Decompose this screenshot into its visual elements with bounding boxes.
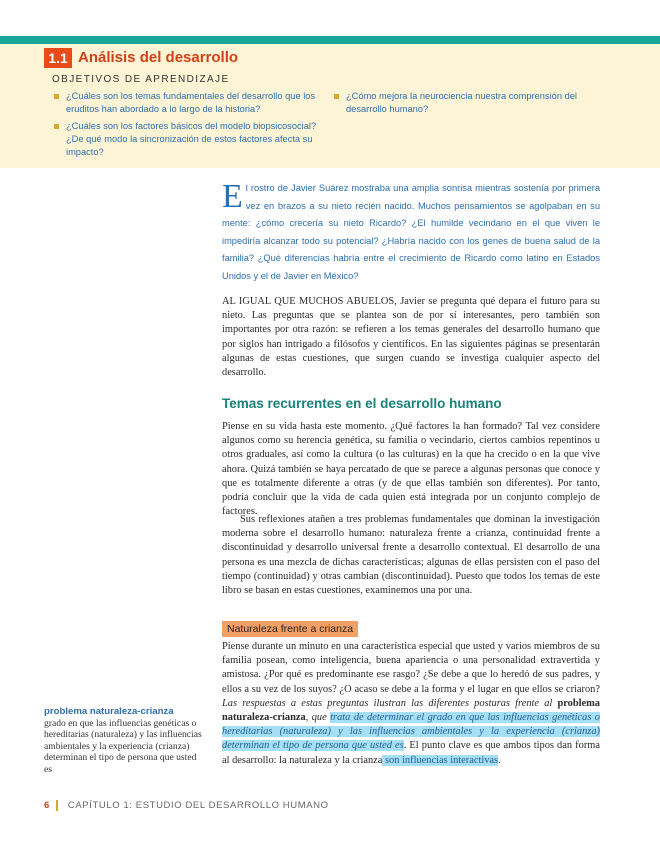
square-bullet-icon (334, 94, 339, 99)
objective-item: ¿Cuáles son los factores básicos del modelo biopsicosocial? ¿De qué modo la sincronización de estos factores afecta su impacto? (52, 120, 322, 159)
glossary-term: problema naturaleza-crianza (44, 706, 174, 717)
body-paragraph-3: Sus reflexiones atañen a tres problemas fundamentales que dominan la investigación moderna sobre el desarrollo humano: naturaleza frente a crianza, continuidad frente a discontinuidad y desarrollo universal frente a desarrollo contextual. El desarrollo de una persona es una mezcla de dichas características; algunas de ellas persisten con el paso del tiempo (continuidad) y otras cambian (discontinuidad). Puesto que todos los temas de este libro se basan en estas cuestiones, examinemos una por una. (222, 514, 600, 597)
page-footer (44, 800, 329, 811)
margin-glossary (44, 706, 204, 776)
square-bullet-icon (54, 124, 59, 129)
key-term: problema naturaleza-crianza (222, 697, 600, 724)
objective-item: ¿Cómo mejora la neurociencia nuestra comprensión del desarrollo humano? (332, 90, 602, 116)
body-paragraph-2: Piense en su vida hasta este momento. ¿Qué factores la han formado? Tal vez considere algunos como su herencia genética, su familia o vecindario, ciertos cambios repentinos u otros graduales, así como la cultura (o las culturas) en la que ha crecido o en la que vive ahora. Quizá también se haya percatado de que se parece a algunas personas que conoce y que es totalmente diferente a otras (y de que ellas también son diferentes). Por tanto, podría concluir que la vida de cada quien está integrada por un conjunto complejo de factores. (222, 421, 600, 518)
top-accent-bar (0, 36, 660, 44)
footer-divider (56, 800, 58, 811)
objective-item: ¿Cuáles son los temas fundamentales del desarrollo que los eruditos han abordado a lo largo de la historia? (52, 90, 322, 116)
highlighted-phrase: son influencias interactivas (382, 754, 499, 766)
drop-cap: E (222, 178, 243, 215)
subsection-heading: Naturaleza frente a crianza (222, 621, 358, 637)
glossary-definition: grado en que las influencias genéticas o hereditarias (naturaleza) y las influencias ambientales y la experiencia (crianza) determinan el tipo de persona que usted es (44, 717, 202, 775)
objectives-list-left (52, 90, 322, 163)
objectives-list-right (332, 90, 602, 120)
section-title: Análisis del desarrollo (78, 49, 239, 66)
intro-vignette (222, 180, 600, 286)
body-paragraph-1: AL IGUAL QUE MUCHOS ABUELOS, Javier se pregunta qué depara el futuro para su nieto. Las preguntas que se plantea son de por sí interesantes, pero también son importantes por otra razón: se refieren a los temas generales del desarrollo humano que por siglos han intrigado a filósofos y científicos. En las siguientes páginas se presentarán algunas de estas cuestiones, que surgen cuando se investiga cualquier aspecto del desarrollo. (222, 296, 600, 379)
intro-text: l rostro de Javier Suárez mostraba una amplia sonrisa mientras sostenía por primera vez en brazos a su nieto recién nacido. Muchos pensamientos se agolpaban en su mente: ¿cómo crecería su nieto Ricardo? ¿El humilde vecindario en el que viven le impediría alcanzar todo su potencial? ¿Habría nacido con los genes de buena salud de la familia? ¿Qué diferencias habría entre el crecimiento de Ricardo como latino en Estados Unidos y el de Javier en México? (222, 183, 600, 281)
page-number: 6 (44, 800, 50, 812)
square-bullet-icon (54, 94, 59, 99)
objectives-heading: OBJETIVOS DE APRENDIZAJE (52, 74, 230, 85)
section-heading: Temas recurrentes en el desarrollo humano (222, 396, 502, 411)
body-paragraph-4: Piense durante un minuto en una característica especial que usted y varios miembros de su familia posean, como inteligencia, buena apariencia o una personalidad extravertida y amistosa. ¿Por qué es predominante ese rasgo? ¿Se debe a que lo heredó de sus padres, y ellos a su vez de los suyos? ¿O acaso se debe a la forma y el lugar en que ellos se criaron? Las respuestas a estas preguntas ilustran las diferentes posturas frente al problema naturaleza-crianza, que trata de determinar el grado en que las influencias genéticas o hereditarias (naturaleza) y las influencias ambientales y la experiencia (crianza) determinan el tipo de persona que usted es. El punto clave es que ambos tipos dan forma al desarrollo: la naturaleza y la crianza son influencias interactivas. (222, 641, 600, 766)
section-number: 1.1 (44, 48, 72, 68)
highlighted-definition: trata de determinar el grado en que las influencias genéticas o hereditarias (naturaleza) y las influencias ambientales y la experiencia (crianza) determinan el tipo de persona que usted es (222, 712, 600, 752)
chapter-label: CAPÍTULO 1: ESTUDIO DEL DESARROLLO HUMANO (67, 800, 329, 812)
